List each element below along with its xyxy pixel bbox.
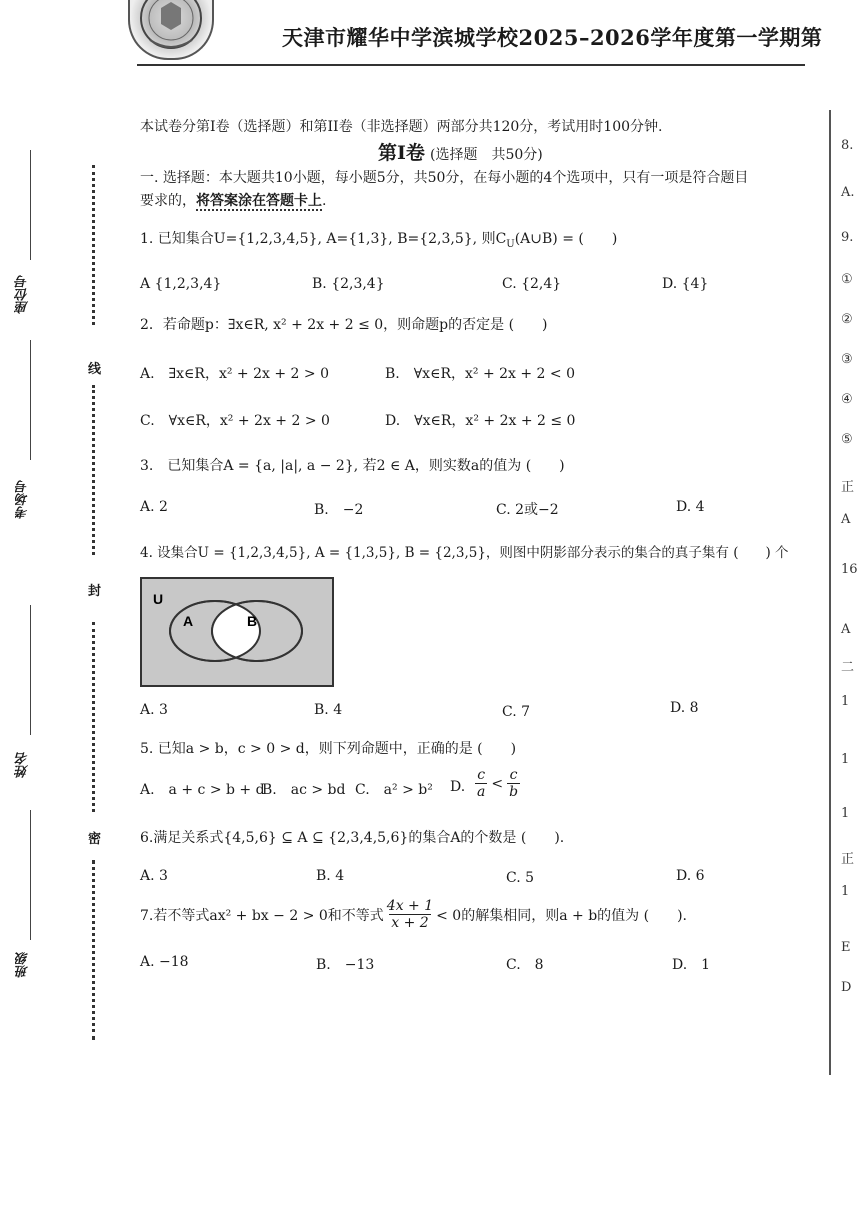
- q4-option-d: D. 8: [670, 700, 699, 716]
- right-edge-fragment: E: [841, 940, 851, 955]
- right-edge-fragment: 1: [841, 752, 850, 767]
- margin-label-name: 姓名: [16, 752, 31, 778]
- right-edge-fragment: D: [841, 980, 852, 995]
- margin-rule-class: [30, 810, 31, 940]
- q5-frac2-num: c: [509, 767, 518, 783]
- q7-frac-num: 4x + 1: [386, 898, 434, 914]
- instructions-line2-a: 要求的，: [140, 193, 196, 209]
- intro-text: 本试卷分第I卷（选择题）和第II卷（非选择题）两部分共120分，考试用时100分钟.: [140, 119, 663, 135]
- seal-char-seal: 封: [88, 584, 102, 599]
- venn-label-a: A: [183, 613, 194, 629]
- margin-label-seat: 座位号: [16, 275, 31, 314]
- q1-option-a: A {1,2,3,4}: [140, 276, 222, 292]
- q3-option-c: C. 2或−2: [496, 502, 559, 518]
- instructions-line2-c: .: [322, 193, 327, 209]
- q6-option-c: C. 5: [506, 870, 535, 886]
- question-4-stem: 4. 设集合U = {1,2,3,4,5}, A = {1,3,5}, B = {2,3,5}，则图中阴影部分表示的集合的真子集有 ( ) 个: [140, 545, 789, 561]
- q7-fraction: [387, 898, 433, 931]
- q5-option-c: C. a² > b²: [355, 782, 433, 798]
- right-edge-fragment: ①: [841, 272, 853, 287]
- q3-option-b: B. −2: [314, 502, 364, 518]
- q1-option-d: D. {4}: [662, 276, 709, 292]
- question-2-stem: 2．若命题p：∃x∈R, x² + 2x + 2 ≤ 0，则命题p的否定是 ( ): [140, 317, 548, 333]
- q5-option-a: A. a + c > b + d: [140, 782, 265, 798]
- q7-option-a: A. −18: [140, 954, 189, 970]
- q7-option-c: C. 8: [506, 957, 544, 973]
- q6-option-b: B. 4: [316, 868, 345, 884]
- venn-svg: [137, 574, 337, 692]
- q3-option-d: D. 4: [676, 499, 705, 515]
- seal-dotted-1: [92, 165, 95, 325]
- q1-stem-text: 1. 已知集合U={1,2,3,4,5}, A={1,3}, B={2,3,5}, 则C: [140, 231, 507, 247]
- q6-option-d: D. 6: [676, 868, 705, 884]
- q5-frac-op: <: [491, 775, 504, 792]
- seal-dotted-2: [92, 385, 95, 555]
- instructions-emphasis: 将答案涂在答题卡上: [196, 193, 322, 209]
- right-edge-fragment: A: [841, 512, 851, 527]
- q1-option-b: B. {2,3,4}: [312, 276, 385, 292]
- question-1-stem: [140, 228, 617, 250]
- instructions-line1: 一. 选择题：本大题共10小题，每小题5分，共50分，在每小题的4个选项中，只有一项是符合题目: [140, 170, 749, 186]
- question-6-stem: 6.满足关系式{4,5,6} ⊆ A ⊆ {2,3,4,5,6}的集合A的个数是 ( ).: [140, 830, 565, 846]
- q7-option-b: B. −13: [316, 957, 375, 973]
- q2-option-b: B. ∀x∈R，x² + 2x + 2 < 0: [385, 366, 576, 382]
- q7-option-d: D. 1: [672, 957, 711, 973]
- instructions-line2: [140, 190, 326, 210]
- q2-option-d: D. ∀x∈R，x² + 2x + 2 ≤ 0: [385, 413, 576, 429]
- right-edge-fragment: 9.: [841, 230, 854, 245]
- q5-frac2-den: b: [509, 784, 519, 800]
- q4-option-a: A. 3: [140, 702, 168, 718]
- q2-option-a: A. ∃x∈R，x² + 2x + 2 > 0: [140, 366, 329, 382]
- q7-stem-b: < 0的解集相同，则a + b的值为 ( ).: [436, 907, 687, 924]
- school-seal: [128, 0, 214, 60]
- section-subtitle: (选择题 共50分): [429, 147, 543, 163]
- margin-rule-seat: [30, 150, 31, 260]
- right-edge-fragment: ⑤: [841, 432, 853, 447]
- right-edge-fragment: ④: [841, 392, 853, 407]
- q2-option-c: C. ∀x∈R，x² + 2x + 2 > 0: [140, 413, 330, 429]
- question-7-stem: [140, 898, 687, 931]
- question-3-stem: 3. 已知集合A = {a, |a|, a − 2}, 若2 ∈ A，则实数a的值为 ( ): [140, 458, 565, 474]
- q4-option-b: B. 4: [314, 702, 343, 718]
- page-title: 天津市耀华中学滨城学校2025–2026学年度第一学期第: [282, 25, 823, 50]
- right-edge-fragment: 二: [841, 660, 855, 675]
- margin-label-exam: 考场号: [16, 480, 31, 519]
- q5-option-d: D.: [450, 779, 466, 795]
- right-edge-fragment: A: [841, 622, 851, 637]
- section-heading: [378, 138, 543, 165]
- right-edge-fragment: 1: [841, 806, 850, 821]
- q1-option-c: C. {2,4}: [502, 276, 562, 292]
- seal-dotted-4: [92, 860, 95, 1040]
- q4-option-c: C. 7: [502, 704, 531, 720]
- question-5-stem: 5. 已知a > b，c > 0 > d，则下列命题中，正确的是 ( ): [140, 741, 517, 757]
- venn-diagram: [137, 574, 337, 692]
- q7-frac-den: x + 2: [391, 915, 429, 931]
- right-edge-fragment: 16: [841, 562, 858, 577]
- q6-option-a: A. 3: [140, 868, 168, 884]
- venn-label-b: B: [247, 613, 258, 629]
- seal-char-secret: 密: [88, 832, 102, 847]
- margin-rule-exam: [30, 340, 31, 460]
- q7-stem-a: 7.若不等式ax² + bx − 2 > 0和不等式: [140, 907, 384, 924]
- seal-graphic: [130, 0, 212, 58]
- q5-option-b: B. ac > bd: [262, 782, 346, 798]
- seal-dotted-3: [92, 622, 95, 812]
- venn-label-u: U: [153, 591, 164, 607]
- right-edge-fragment: A.: [841, 185, 855, 200]
- right-edge-fragment: 1: [841, 694, 850, 709]
- q5-option-d-fraction: [475, 767, 520, 800]
- section-title: 第Ⅰ卷: [378, 142, 425, 164]
- right-edge-fragment: ③: [841, 352, 853, 367]
- right-edge-fragment: 8.: [841, 138, 854, 153]
- q5-frac1-den: a: [477, 784, 486, 800]
- seal-char-line: 线: [88, 362, 102, 377]
- q3-option-a: A. 2: [140, 499, 168, 515]
- right-edge-fragment: 1: [841, 884, 850, 899]
- q5-frac1-num: c: [477, 767, 486, 783]
- margin-rule-name: [30, 605, 31, 735]
- q1-stem-sub: U: [506, 238, 515, 250]
- right-column-border: [829, 110, 831, 1075]
- q1-stem-tail: (A∪B) = ( ): [514, 231, 618, 247]
- right-edge-fragment: 正: [841, 480, 855, 495]
- margin-label-class: 班级: [16, 952, 31, 978]
- right-edge-fragment: ②: [841, 312, 853, 327]
- header-rule: [137, 64, 805, 66]
- right-edge-fragment: 正: [841, 852, 855, 867]
